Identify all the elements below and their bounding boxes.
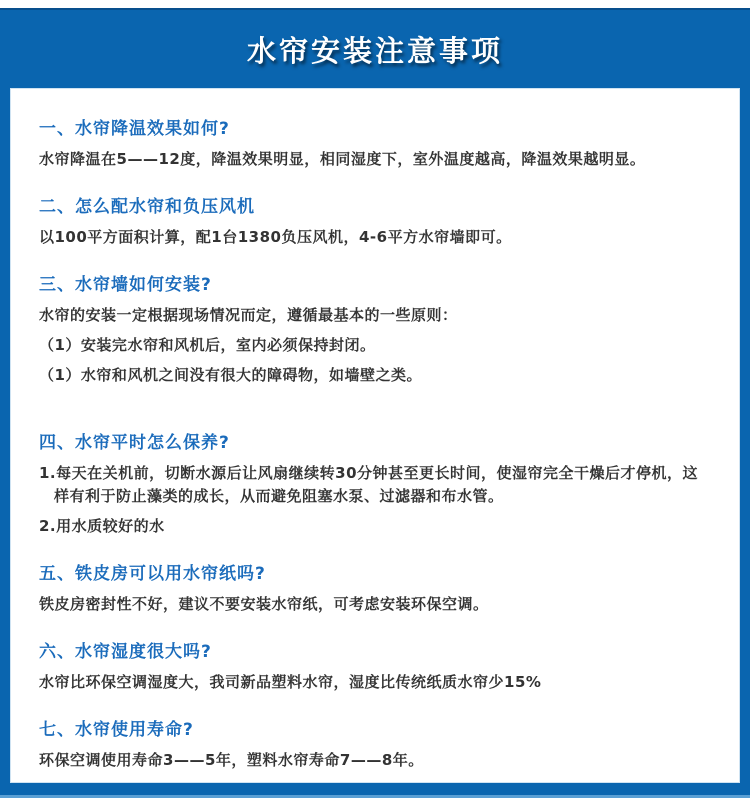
section-heading: 四、水帘平时怎么保养? [39,433,230,453]
section-paragraph: 环保空调使用寿命3——5年，塑料水帘寿命7——8年。 [39,751,424,769]
faq-section [39,273,713,387]
section-heading: 三、水帘墙如何安装? [39,275,212,295]
header-banner [0,10,750,88]
section-paragraph: （1）安装完水帘和风机后，室内必须保持封闭。 [39,336,376,354]
section-paragraph: 水帘的安装一定根据现场情况而定，遵循最基本的一些原则： [39,306,458,324]
section-paragraph: 水帘比环保空调湿度大，我司新品塑料水帘，湿度比传统纸质水帘少15% [39,673,542,691]
section-heading: 七、水帘使用寿命? [39,720,194,740]
faq-section [39,718,713,772]
section-paragraph: 水帘降温在5——12度，降温效果明显，相同湿度下，室外温度越高，降温效果越明显。 [39,150,646,168]
section-paragraph: 铁皮房密封性不好，建议不要安装水帘纸，可考虑安装环保空调。 [39,595,489,613]
section-paragraph: 2.用水质较好的水 [39,517,165,535]
top-white-strip [0,0,750,10]
faq-sections-container [39,117,713,772]
content-card [10,88,740,783]
faq-section [39,195,713,249]
section-heading: 六、水帘湿度很大吗? [39,642,212,662]
section-heading: 五、铁皮房可以用水帘纸吗? [39,564,266,584]
faq-section [39,117,713,171]
section-paragraph: （1）水帘和风机之间没有很大的障碍物，如墙壁之类。 [39,366,422,384]
section-paragraph: 以100平方面积计算，配1台1380负压风机，4-6平方水帘墙即可。 [39,228,512,246]
faq-section [39,640,713,694]
faq-section [39,431,713,538]
section-heading: 二、怎么配水帘和负压风机 [39,197,255,217]
faq-section [39,562,713,616]
section-heading: 一、水帘降温效果如何? [39,119,230,139]
page-title: 水帘安装注意事项 [246,33,503,68]
section-paragraph: 1.每天在关机前，切断水源后让风扇继续转30分钟甚至更长时间，使湿帘完全干燥后才停机，这样有利于防止藻类的成长，从而避免阻塞水泵、过滤器和布水管。 [39,464,699,505]
